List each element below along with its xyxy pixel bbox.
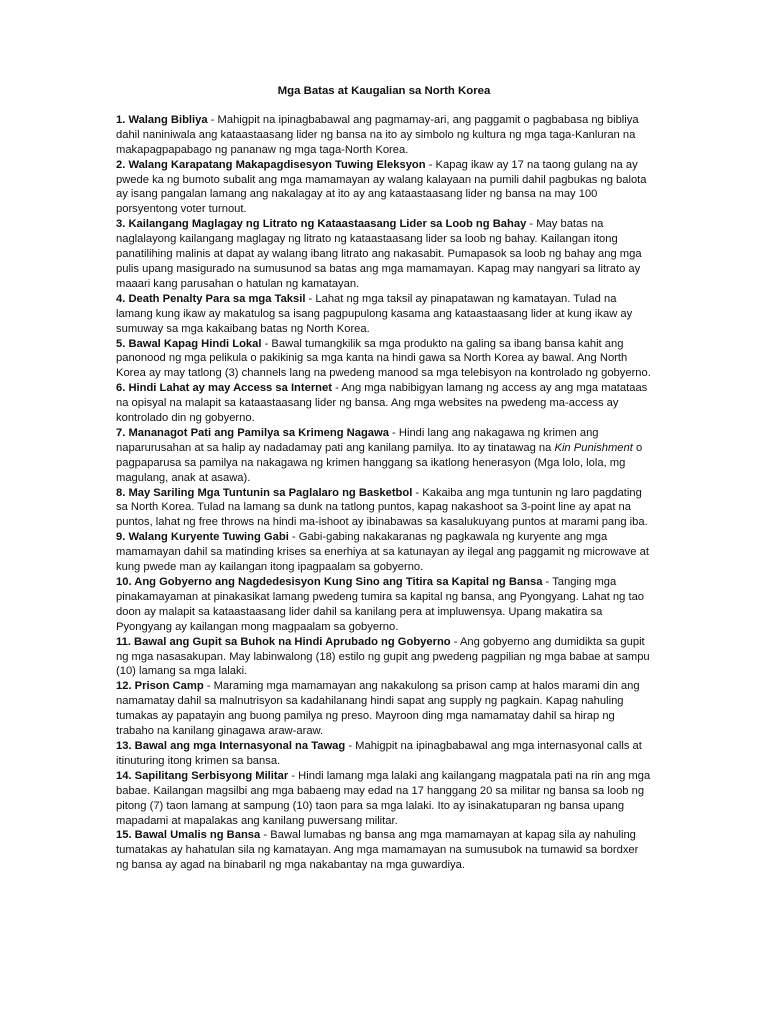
rule-item bbox=[116, 530, 652, 575]
rule-body: - Lahat ng mga taksil ay pinapatawan ng kamatayan. Tulad na lamang kung ikaw ay makatulog sa isang pagpupulong kasama ang kataastaasang lider at kung ikaw ay sumuway sa mga kakaibang batas ng North Korea. bbox=[116, 292, 633, 335]
rule-heading: 11. Bawal ang Gupit sa Buhok na Hindi Aprubado ng Gobyerno bbox=[116, 635, 451, 648]
rule-body-continued: o pagpaparusa sa pamilya na nakagawa ng krimen hanggang sa ikatlong henerasyon (Mga lolo, lola, mg magulang, anak at asawa). bbox=[116, 441, 643, 484]
rule-body: - Bawal lumabas ng bansa ang mga mamamayan at kapag sila ay nahuling tumatakas ay hahatulan sila ng kamatayan. Ang mga mamamayan na sumusubok na tumawid sa bordxer ng bansa ay agad na binabaril ng mga nakabantay na mga guwardiya. bbox=[116, 829, 639, 872]
rule-item bbox=[116, 769, 652, 829]
rule-item bbox=[116, 381, 652, 426]
rule-heading: 10. Ang Gobyerno ang Nagdedesisyon Kung Sino ang Titira sa Kapital ng Bansa bbox=[116, 576, 543, 588]
rule-item bbox=[116, 635, 652, 680]
rule-body: - Gabi-gabing nakakaranas ng pagkawala ng kuryente ang mga mamamayan dahil sa matinding krises sa enerhiya at sa katunayan ay ilegal ang paggamit ng microwave at kung pwede man ay kailangan itong ipagpaalam sa gobyerno. bbox=[116, 531, 649, 574]
rule-body: - Ang mga nabibigyan lamang ng access ay ang mga matataas na opisyal na malapit sa kataastaasang lider ng bansa. Ang mga websites na pwedeng ma-access ay kontrolado din ng gobyerno. bbox=[116, 382, 648, 425]
rule-item bbox=[116, 739, 652, 769]
rule-item bbox=[116, 426, 652, 486]
rule-item bbox=[116, 292, 652, 337]
rule-body: - Bawal tumangkilik sa mga produkto na galing sa ibang bansa kahit ang panonood ng mga pelikula o pakikinig sa mga kanta na hindi gawa sa North Korea ay bawal. Ang North Korea ay may tatlong (3) channels lang na pwedeng manood sa mga telebisyon na kontrolado ng gobyerno. bbox=[116, 337, 651, 380]
rule-item bbox=[116, 113, 652, 158]
rule-body: - Kapag ikaw ay 17 na taong gulang na ay pwede ka ng bumoto subalit ang mga mamamayan ay walang kalayaan na pumili dahil pagbukas ng balota ay isang pangalan lamang ang nakalagay at ito ay ang kataastaasang lider ng bansa na may 100 porsyentong voter turnout. bbox=[116, 158, 647, 216]
rule-item bbox=[116, 158, 652, 218]
rule-heading: 5. Bawal Kapag Hindi Lokal bbox=[116, 337, 262, 350]
rule-item bbox=[116, 337, 652, 382]
rule-item bbox=[116, 486, 652, 531]
rule-body: - Mahigpit na ipinagbabawal ang mga internasyonal calls at itinuturing itong krimen sa bansa. bbox=[116, 739, 642, 767]
rule-body: - Hindi lang ang nakagawa ng krimen ang naparurusahan at sa halip ay nadadamay pati ang kanilang pamilya. Ito ay tinatawag na bbox=[116, 426, 599, 454]
rule-heading: 8. May Sariling Mga Tuntunin sa Paglalaro ng Basketbol bbox=[116, 486, 413, 499]
rule-heading: 9. Walang Kuryente Tuwing Gabi bbox=[116, 531, 289, 544]
rule-body: - Mahigpit na ipinagbabawal ang pagmamay-ari, ang paggamit o pagbabasa ng bibliya dahil naniniwala ang kataastaasang lider ng bansa na ito ay simbolo ng kultura ng mga taga-Kanluran na makapagpapabago ng pananaw ng mga taga-North Korea. bbox=[116, 113, 639, 156]
rule-heading: 15. Bawal Umalis ng Bansa bbox=[116, 829, 261, 842]
rule-item bbox=[116, 828, 652, 873]
rule-body: - Hindi lamang mga lalaki ang kailangang magpatala pati na rin ang mga babae. Kailangan magsilbi ang mga babaeng may edad na 17 hanggang 20 sa militar ng bansa sa loob ng pitong (7) taon lamang at sampung (10) taon para sa mga lalaki. Ito ay isinakatuparan ng bansa upang mapadami at mapalakas ang kanilang puwersang militar. bbox=[116, 769, 651, 827]
rule-heading: 12. Prison Camp bbox=[116, 680, 204, 693]
rule-body: - Ang gobyerno ang dumidikta sa gupit ng mga nasasakupan. May labinwalong (18) estilo ng gupit ang pwedeng pagpilian ng mga babae at sampu (10) lamang sa mga lalaki. bbox=[116, 635, 650, 678]
rule-heading: 14. Sapilitang Serbisyong Militar bbox=[116, 769, 289, 782]
document-title: Mga Batas at Kaugalian sa North Korea bbox=[277, 85, 491, 97]
rule-item bbox=[116, 575, 652, 635]
rule-body: - Maraming mga mamamayan ang nakakulong sa prison camp at halos marami din ang namamatay dahil sa malnutrisyon sa kadahilanang hindi sapat ang supply ng pagkain. Kapag nahuling tumakas ay papatayin ang buong pamilya ng preso. Mayroon ding mga namamatay dahil sa hirap ng trabaho na kanilang ginagawa araw-araw. bbox=[116, 680, 640, 738]
rule-body: - May batas na naglalayong kailangang maglagay ng litrato ng kataastaasang lider sa loob ng bahay. Kailangan itong panatilihing malinis at dapat ay walang ibang litrato ang nakasabit. Pumapasok sa loob ng bahay ang mga pulis upang masigurado na sumusunod sa batas ang mga mamamayan. Kapag may nangyari sa litrato ay maaari kang parusahan o hatulan ng kamatayan. bbox=[116, 218, 642, 290]
rule-heading: 7. Mananagot Pati ang Pamilya sa Krimeng Nagawa bbox=[116, 426, 389, 439]
rule-item bbox=[116, 217, 652, 292]
rule-heading: 1. Walang Bibliya bbox=[116, 113, 208, 126]
rule-heading: 3. Kailangang Maglagay ng Litrato ng Kataastaasang Lider sa Loob ng Bahay bbox=[116, 218, 527, 231]
rule-heading: 2. Walang Karapatang Makapagdisesyon Tuwing Eleksyon bbox=[116, 158, 426, 171]
rule-heading: 4. Death Penalty Para sa mga Taksil bbox=[116, 292, 306, 305]
rule-body: - Kakaiba ang mga tuntunin ng laro pagdating sa North Korea. Tulad na lamang sa dunk na tatlong puntos, kapag nakashoot sa 3-point line ay apat na puntos, lahat ng free throws na hindi ma-ishoot ay ibinabawas sa kasalukuyang puntos at marami pang iba. bbox=[116, 486, 648, 529]
rule-heading: 13. Bawal ang mga Internasyonal na Tawag bbox=[116, 739, 346, 752]
rule-heading: 6. Hindi Lahat ay may Access sa Internet bbox=[116, 382, 332, 395]
rule-body: - Tanging mga pinakamayaman at pinakasikat lamang pwedeng tumira sa kapital ng bansa, ang Pyongyang. Lahat ng tao doon ay malapit sa kataastaasang lider dahil sa kanilang pera at impluwensya. Upang makatira sa Pyongyang ay kailangan mong magpaalam sa gobyerno. bbox=[116, 576, 645, 633]
rule-item bbox=[116, 679, 652, 739]
rule-italic-term: Kin Punishment bbox=[554, 441, 633, 454]
